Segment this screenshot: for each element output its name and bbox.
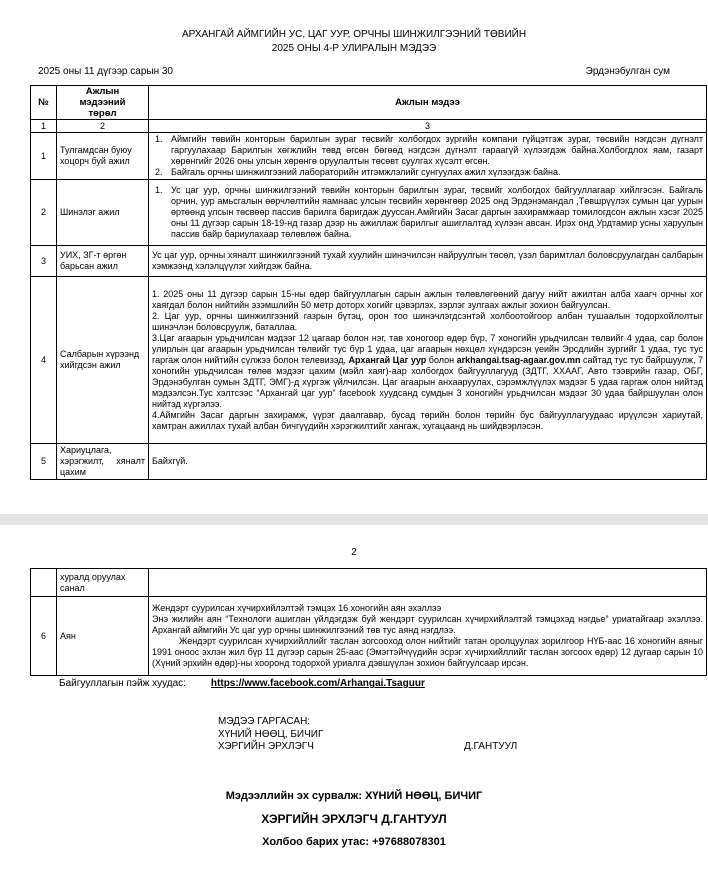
row-1-number: 1 — [31, 133, 57, 180]
page-number: 2 — [351, 547, 357, 558]
row-1-type: Тулгамдсан буюу хоцорч буй ажил — [57, 133, 149, 180]
title-line-1: АРХАНГАЙ АЙМГИЙН УС, ЦАГ УУР, ОРЧНЫ ШИНЖИЛГЭЭНИЙ ТӨВИЙН — [181, 29, 527, 40]
row-2-info — [149, 180, 707, 246]
table-header-row — [31, 86, 707, 120]
facebook-page-line — [59, 678, 708, 689]
table-row-4 — [31, 277, 707, 444]
report-table-page-1 — [30, 85, 707, 480]
dateline — [38, 66, 670, 77]
row-5-number: 5 — [31, 444, 57, 480]
list-item — [152, 185, 703, 240]
paragraph-text: 3.Цаг агаарын урьдчилсан мэдээг 12 цагаар болон нэг, тав хоногоор өдөр бүр, 7 хоногийн урьдчилсан төлвийг 4 удаа, сар болон улирлын цаг агаарын урьдчилсан төлвийг тус бүр 1 удаа, цаг агаарын нөхцөл хүндэрсэн үеийн Эрсдлийн зургийг 1 удаа, тус тус гаргаж олон нийтийн сүлжээ болон телевизэд, — [152, 332, 703, 365]
document-title — [0, 28, 708, 55]
brand-name-bold: Архангай Цаг уур — [348, 354, 427, 365]
report-location: Эрдэнэбулган сум — [585, 66, 670, 77]
row-5-number-continued — [31, 569, 57, 597]
row-4-info — [149, 277, 707, 444]
row-4-type: Салбарын хүрээнд хийгдсэн ажил — [57, 277, 149, 444]
facebook-page-label: Байгууллагын пэйж хуудас: — [59, 678, 186, 689]
facebook-page-link[interactable]: https://www.facebook.com/Arhangai.Tsaguur — [210, 678, 425, 689]
table-row-5-continued — [31, 569, 707, 597]
row-5-type: Хариуцлага, хэрэгжилт, хяналт цахим — [57, 444, 149, 480]
signature-title: ХЭРГИЙН ЭРХЛЭГЧ — [218, 741, 314, 752]
table-row-1 — [31, 133, 707, 180]
index-cell-2: 2 — [57, 120, 149, 133]
signature-block — [218, 716, 708, 754]
paragraph-text: болон — [426, 354, 457, 365]
paragraph: 2. Цаг уур, орчны шинжилгээний газрын бүтэц, орон тоо шинэчлэгдсэнтэй холбоотойгоор албан тушаалын тодорхойлолтыг шинэчлэн боловсруулж, баталлаа. — [152, 310, 703, 332]
campaign-heading: Жендэрт суурилсан хүчирхийлэлтэй тэмцэх 16 хоногийн аян эхэллээ — [152, 603, 442, 613]
report-date: 2025 оны 11 дүгээр сарын 30 — [38, 66, 173, 77]
row-6-type: Аян — [57, 597, 149, 676]
row-6-number: 6 — [31, 597, 57, 676]
row-6-info — [149, 597, 707, 676]
list-marker: 2. — [155, 167, 163, 177]
list-item — [152, 167, 703, 178]
paragraph-text: сайтад тус тус байршуулж, 7 хоногийн урьдчилсан төлөв мэдээг цахим (мэйл хаяг)-аар холбогдох байгууллагууд (ЗДТГ, ХХААГ, Авто тээврийн газар, ОБГ, Эрдэнэбулган сумын ЗДТГ, ЭМГ)-д хүргэж үйлчилсэн. Цаг агаарын анхааруулах, сэрэмжлүүлэх мэдээг 5 удаа гаргаж олон нийтэд мэдээлсэн.Тус хэлтсээс “Архангай цаг уур” facebook хуудсанд сумдын 3 хоногийн урьдчилсан мэдээг 30 удаа байршуулан олон нийтэд хүргэлээ. — [152, 354, 703, 409]
list-marker: 1. — [155, 185, 163, 195]
paragraph: 1. 2025 оны 11 дүгээр сарын 15-ны өдөр байгууллагын сарын ажлын төлөвлөгөөний дагуу нийт ажилтан алба хаагч орчны хог хаягдал болон нийтийн эзэмшлийн 50 метр доторх хогийг цэвэрлэх, зэрлэг зулгаах ажлыг зохион байгуулсан. — [152, 288, 703, 310]
header-cell-type: Ажлын мэдээний төрөл — [57, 86, 149, 120]
row-5-info-continued — [149, 569, 707, 597]
index-cell-3: 3 — [149, 120, 707, 133]
contact-phone-line: Холбоо барих утас: +97688078301 — [262, 835, 446, 848]
row-3-number: 3 — [31, 246, 57, 277]
table-row-3 — [31, 246, 707, 277]
title-line-2: 2025 ОНЫ 4-Р УЛИРАЛЫН МЭДЭЭ — [271, 42, 437, 54]
paragraph: Жендэрт суурилсан хүчирхийллийг таслан зогсооход олон нийтийг татан оролцуулах зорилгоор НҮБ-аас 16 хоногийн аяныг 1991 оноос эхлэн жил бүр 11 дүгээр сарын 25-аас (Эмэгтэйчүүдийн эсрэг хүчирхийллийг таслан зогсоох өдөр) 12 дугаар сарын 10 (Хүний эрхийн өдөр)-ны хооронд тодорхой уриалга дэвшүүлэн зохион байгуулсаар ирсэн. — [152, 636, 703, 668]
signature-line-2: ХҮНИЙ НӨӨЦ, БИЧИГ — [218, 728, 324, 740]
row-5-type-continued: хуралд оруулах санал — [57, 569, 149, 597]
source-block — [0, 790, 708, 848]
row-4-number: 4 — [31, 277, 57, 444]
row-2-type: Шинэлэг ажил — [57, 180, 149, 246]
website-name-bold: arkhangai.tsag-agaar.gov.mn — [456, 354, 581, 365]
paragraph: Энэ жилийн аян “Технологи ашиглан үйлдэгдэж буй жендэрт суурилсан хүчирхийлэлтэй тэмцэхэд нэгдье” уриатайгаар эхэллээ. Архангай аймгийн Ус цаг уур орчны шинжилгээний төв тус аянд нэгдлээ. — [152, 614, 703, 635]
row-3-type: УИХ, ЗГ-т өргөн барьсан ажил — [57, 246, 149, 277]
row-5-info: Байхгүй. — [149, 444, 707, 480]
list-text: Байгаль орчны шинжилгээний лабораторийн итгэмжлэлийг сунгуулах ажил хүлээгдэж байна. — [171, 167, 561, 177]
source-line-1: Мэдээллийн эх сурвалж: ХҮНИЙ НӨӨЦ, БИЧИГ — [225, 789, 483, 802]
row-3-info — [149, 246, 707, 277]
list-text: Ус цаг уур, орчны шинжилгээний төвийн конторын барилгын зураг, төсвийг холбогдох байгууллагаар хийлгэсэн. Байгаль орчин, уур амьсгалын өөрчлөлтийн яамнаас улсын төсвийн хөрөнгөөр 2025 онд Эрдэнэмандал ,Төвшрүүлэх сумын цаг уурын өртөөнд улсын төсвөөр пассив барилга баригдаж дууссан.Амйгийн Засаг даргын захирамжаар томилогдсон ажлын хэсэг 2025 оны 11 дүгээр сарын 18-19-нд газар дээр нь ажиллаж барилгыг ашиглалтад хүлээн авсан. Ирэх онд Урдтамир усны харуулын пассив байр бариулахаар төлөвлөж байна. — [171, 185, 703, 239]
paragraph — [152, 333, 703, 410]
header-cell-info: Ажлын мэдээ — [149, 86, 707, 120]
source-line-2: ХЭРГИЙН ЭРХЛЭГЧ Д.ГАНТУУЛ — [261, 811, 447, 826]
column-index-row — [31, 120, 707, 133]
list-item — [152, 134, 703, 167]
table-row-6 — [31, 597, 707, 676]
list-marker: 1. — [155, 134, 163, 144]
header-cell-number: № — [31, 86, 57, 120]
page-break-separator — [0, 514, 708, 525]
paragraph: Ус цаг уур, орчны хяналт шинжилгээний тухай хуулийн шинэчилсэн найруулгын төсөл, үзэл баримтлал боловсруулагдан салбарын хэмжээнд хэлэлцүүлэг хийгдэж байна. — [152, 250, 703, 271]
report-page-2 — [0, 547, 708, 848]
row-2-number: 2 — [31, 180, 57, 246]
signature-line-1: МЭДЭЭ ГАРГАСАН: — [218, 716, 311, 727]
paragraph: 4.Аймгийн Засаг даргын захирамж, үүрэг даалгавар, бусад төрийн болон төрийн бус байгууллагуудаас ирүүлсэн хариутай, хамтран ажиллах тухай албан бичгүүдийн хэрэгжилтийг хангаж, хугацаанд нь шийдвэрлэсэн. — [152, 409, 703, 431]
index-cell-1: 1 — [31, 120, 57, 133]
row-1-info — [149, 133, 707, 180]
signature-name: Д.ГАНТУУЛ — [464, 741, 518, 752]
signature-line-3 — [218, 741, 708, 754]
list-text: Аймгийн төвийн конторын барилгын зураг төсвийг холбогдох зургийн компани гүйцэтгэж зураг, төсвийн нэгдсэн дүгнэлт гаргуулахаар Барилгын хөгжлийн төвд өгсөн бөгөөд нэгдсэн дүгнэлт гараагүй хүлээгдэж байна.Холбогдлох яам, газарт хөрөнгийг 2026 оны улсын хөрөнгө оруулалтын төсөвт суулгах хүсэлт өгсөн. — [171, 134, 703, 166]
table-row-2 — [31, 180, 707, 246]
table-row-5 — [31, 444, 707, 480]
report-table-page-2 — [30, 568, 707, 676]
